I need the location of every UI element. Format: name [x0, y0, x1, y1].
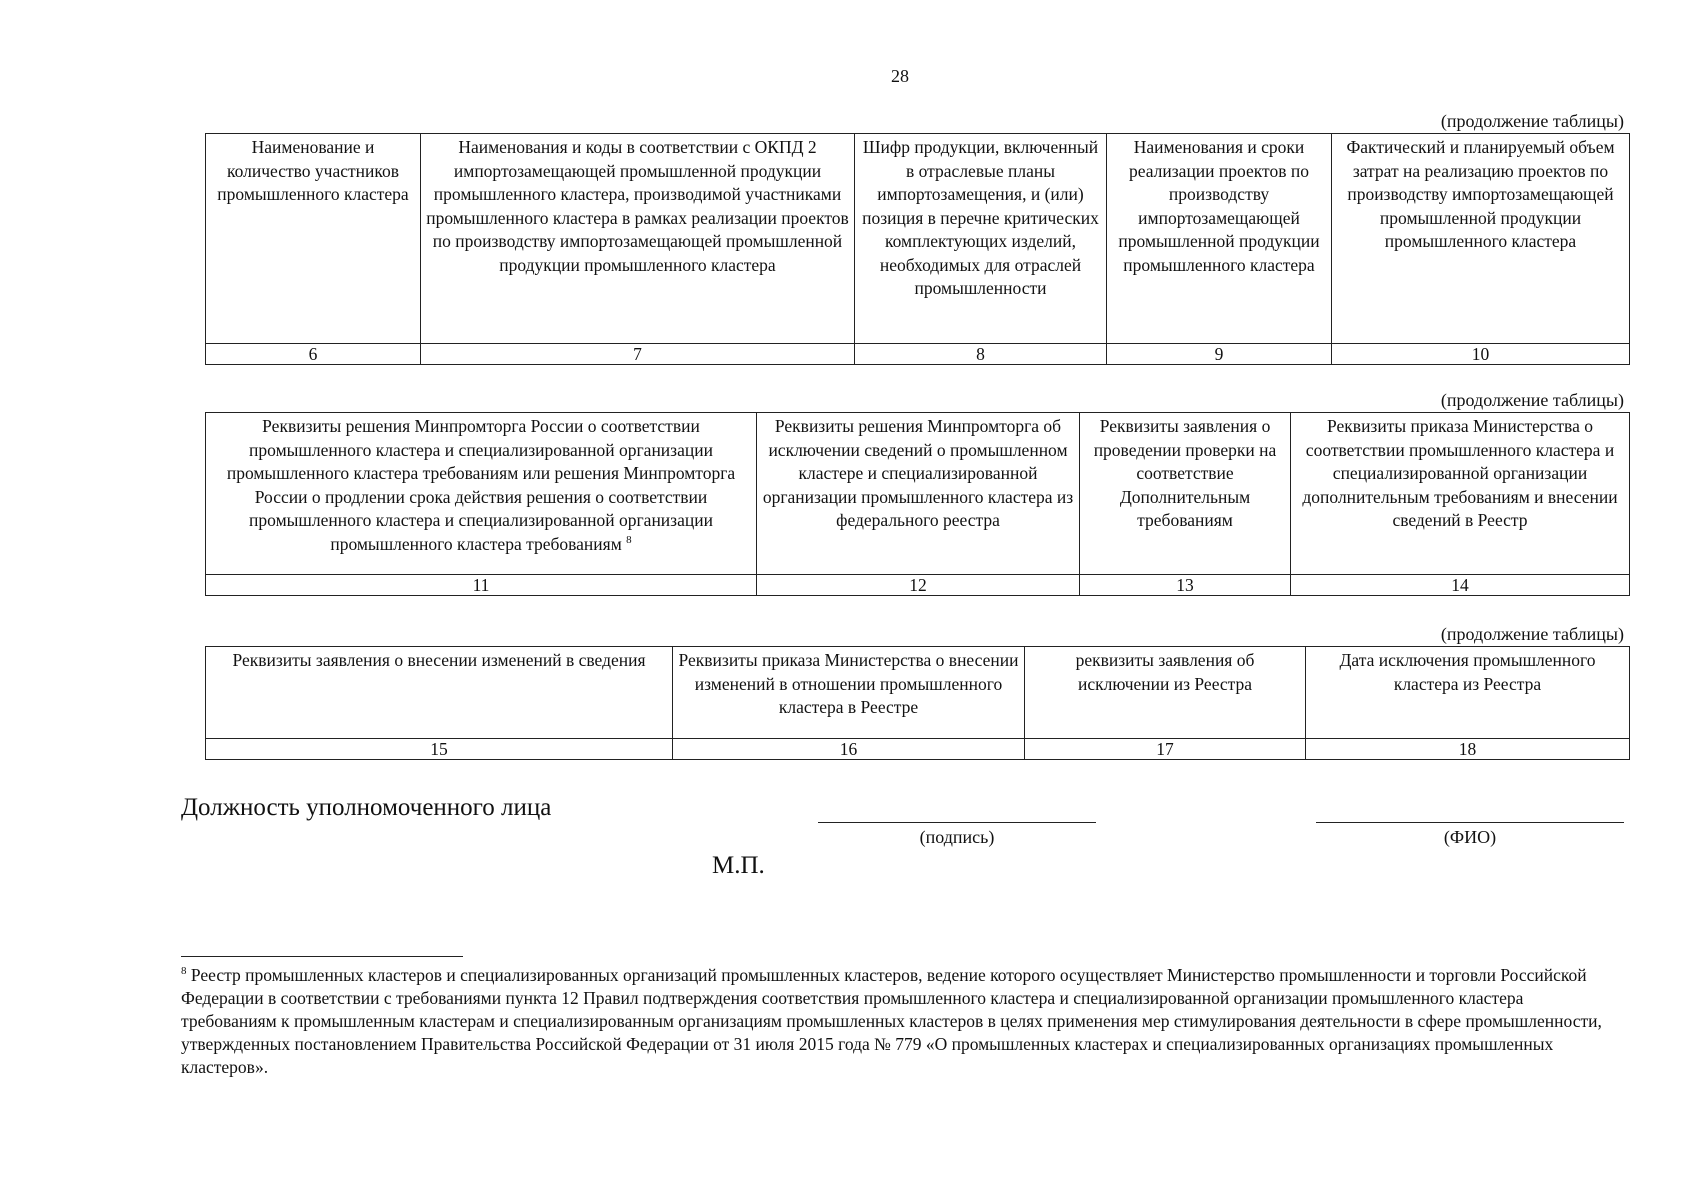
page-number: 28 [891, 66, 909, 86]
column-number-row [206, 575, 1630, 596]
signature-caption: (подпись) [919, 827, 995, 847]
footnote [181, 964, 1611, 1079]
header-cell: Дата исключения промышленного кластера из Реестра [1306, 647, 1630, 739]
column-number-row [206, 739, 1630, 760]
header-cell: Наименование и количество участников промышленного кластера [206, 134, 421, 344]
header-cell [206, 413, 757, 575]
continuation-label-3: (продолжение таблицы) [1440, 624, 1624, 644]
header-cell: Реквизиты заявления о проведении проверки на соответствие Дополнительным требованиям [1080, 413, 1291, 575]
header-cell: реквизиты заявления об исключении из Реестра [1025, 647, 1306, 739]
column-number: 16 [673, 739, 1025, 760]
column-number: 17 [1025, 739, 1306, 760]
column-number: 8 [855, 344, 1107, 365]
header-text: Реквизиты решения Минпромторга России о соответствии промышленного кластера и специализированной организации промышленного кластера требованиям или решения Минпромторга России о продлении срока действия решения о соответствии промышленного кластера и специализированной организации промышленного кластера требованиям [226, 416, 736, 554]
header-cell: Наименования и сроки реализации проектов по производству импортозамещающей промышленной продукции промышленного кластера [1107, 134, 1332, 344]
table-header-row [206, 134, 1630, 344]
authorized-person-title: Должность уполномоченного лица [181, 794, 552, 821]
column-number: 14 [1291, 575, 1630, 596]
column-number: 18 [1306, 739, 1630, 760]
footnote-text: Реестр промышленных кластеров и специализированных организаций промышленных кластеров, ведение которого осуществляет Министерство промышленности и торговли Российской Федерации в соответствии с требованиями пункта 12 Правил подтверждения соответствия промышленного кластера и специализированной организации промышленного кластера требованиям к промышленным кластерам и специализированным организациям промышленных кластеров в целях применения мер стимулирования деятельности в сфере промышленности, утвержденных постановлением Правительства Российской Федерации от 31 июля 2015 года № 779 «О промышленных кластерах и специализированных организациях промышленных кластеров». [181, 965, 1602, 1077]
column-number: 12 [757, 575, 1080, 596]
column-number: 7 [421, 344, 855, 365]
header-cell: Шифр продукции, включенный в отраслевые планы импортозамещения, и (или) позиция в перечне критических комплектующих изделий, необходимых для отраслей промышленности [855, 134, 1107, 344]
header-cell: Реквизиты приказа Министерства о внесении изменений в отношении промышленного кластера в Реестре [673, 647, 1025, 739]
footnote-mark: 8 [181, 965, 187, 978]
table-header-row [206, 413, 1630, 575]
footnote-separator [181, 956, 463, 957]
column-number: 11 [206, 575, 757, 596]
column-number-row [206, 344, 1630, 365]
header-cell: Реквизиты решения Минпромторга об исключении сведений о промышленном кластере и специализированной организации промышленного кластера из федерального реестра [757, 413, 1080, 575]
column-number: 9 [1107, 344, 1332, 365]
table-part-2 [205, 412, 1630, 596]
column-number: 6 [206, 344, 421, 365]
column-number: 15 [206, 739, 673, 760]
table-header-row [206, 647, 1630, 739]
name-line [1316, 822, 1624, 823]
header-cell: Реквизиты заявления о внесении изменений в сведения [206, 647, 673, 739]
stamp-placeholder: М.П. [712, 852, 765, 879]
name-caption: (ФИО) [1443, 827, 1497, 847]
header-cell: Фактический и планируемый объем затрат на реализацию проектов по производству импортозамещающей промышленной продукции промышленного кластера [1332, 134, 1630, 344]
column-number: 10 [1332, 344, 1630, 365]
table-part-1 [205, 133, 1630, 365]
continuation-label-2: (продолжение таблицы) [1440, 390, 1624, 410]
header-cell: Реквизиты приказа Министерства о соответствии промышленного кластера и специализированной организации дополнительным требованиям и внесении сведений в Реестр [1291, 413, 1630, 575]
column-number: 13 [1080, 575, 1291, 596]
table-part-3 [205, 646, 1630, 760]
footnote-reference: 8 [626, 533, 632, 546]
continuation-label-1: (продолжение таблицы) [1440, 111, 1624, 131]
header-cell: Наименования и коды в соответствии с ОКПД 2 импортозамещающей промышленной продукции промышленного кластера, производимой участниками промышленного кластера в рамках реализации проектов по производству импортозамещающей промышленной продукции промышленного кластера [421, 134, 855, 344]
signature-line [818, 822, 1096, 823]
